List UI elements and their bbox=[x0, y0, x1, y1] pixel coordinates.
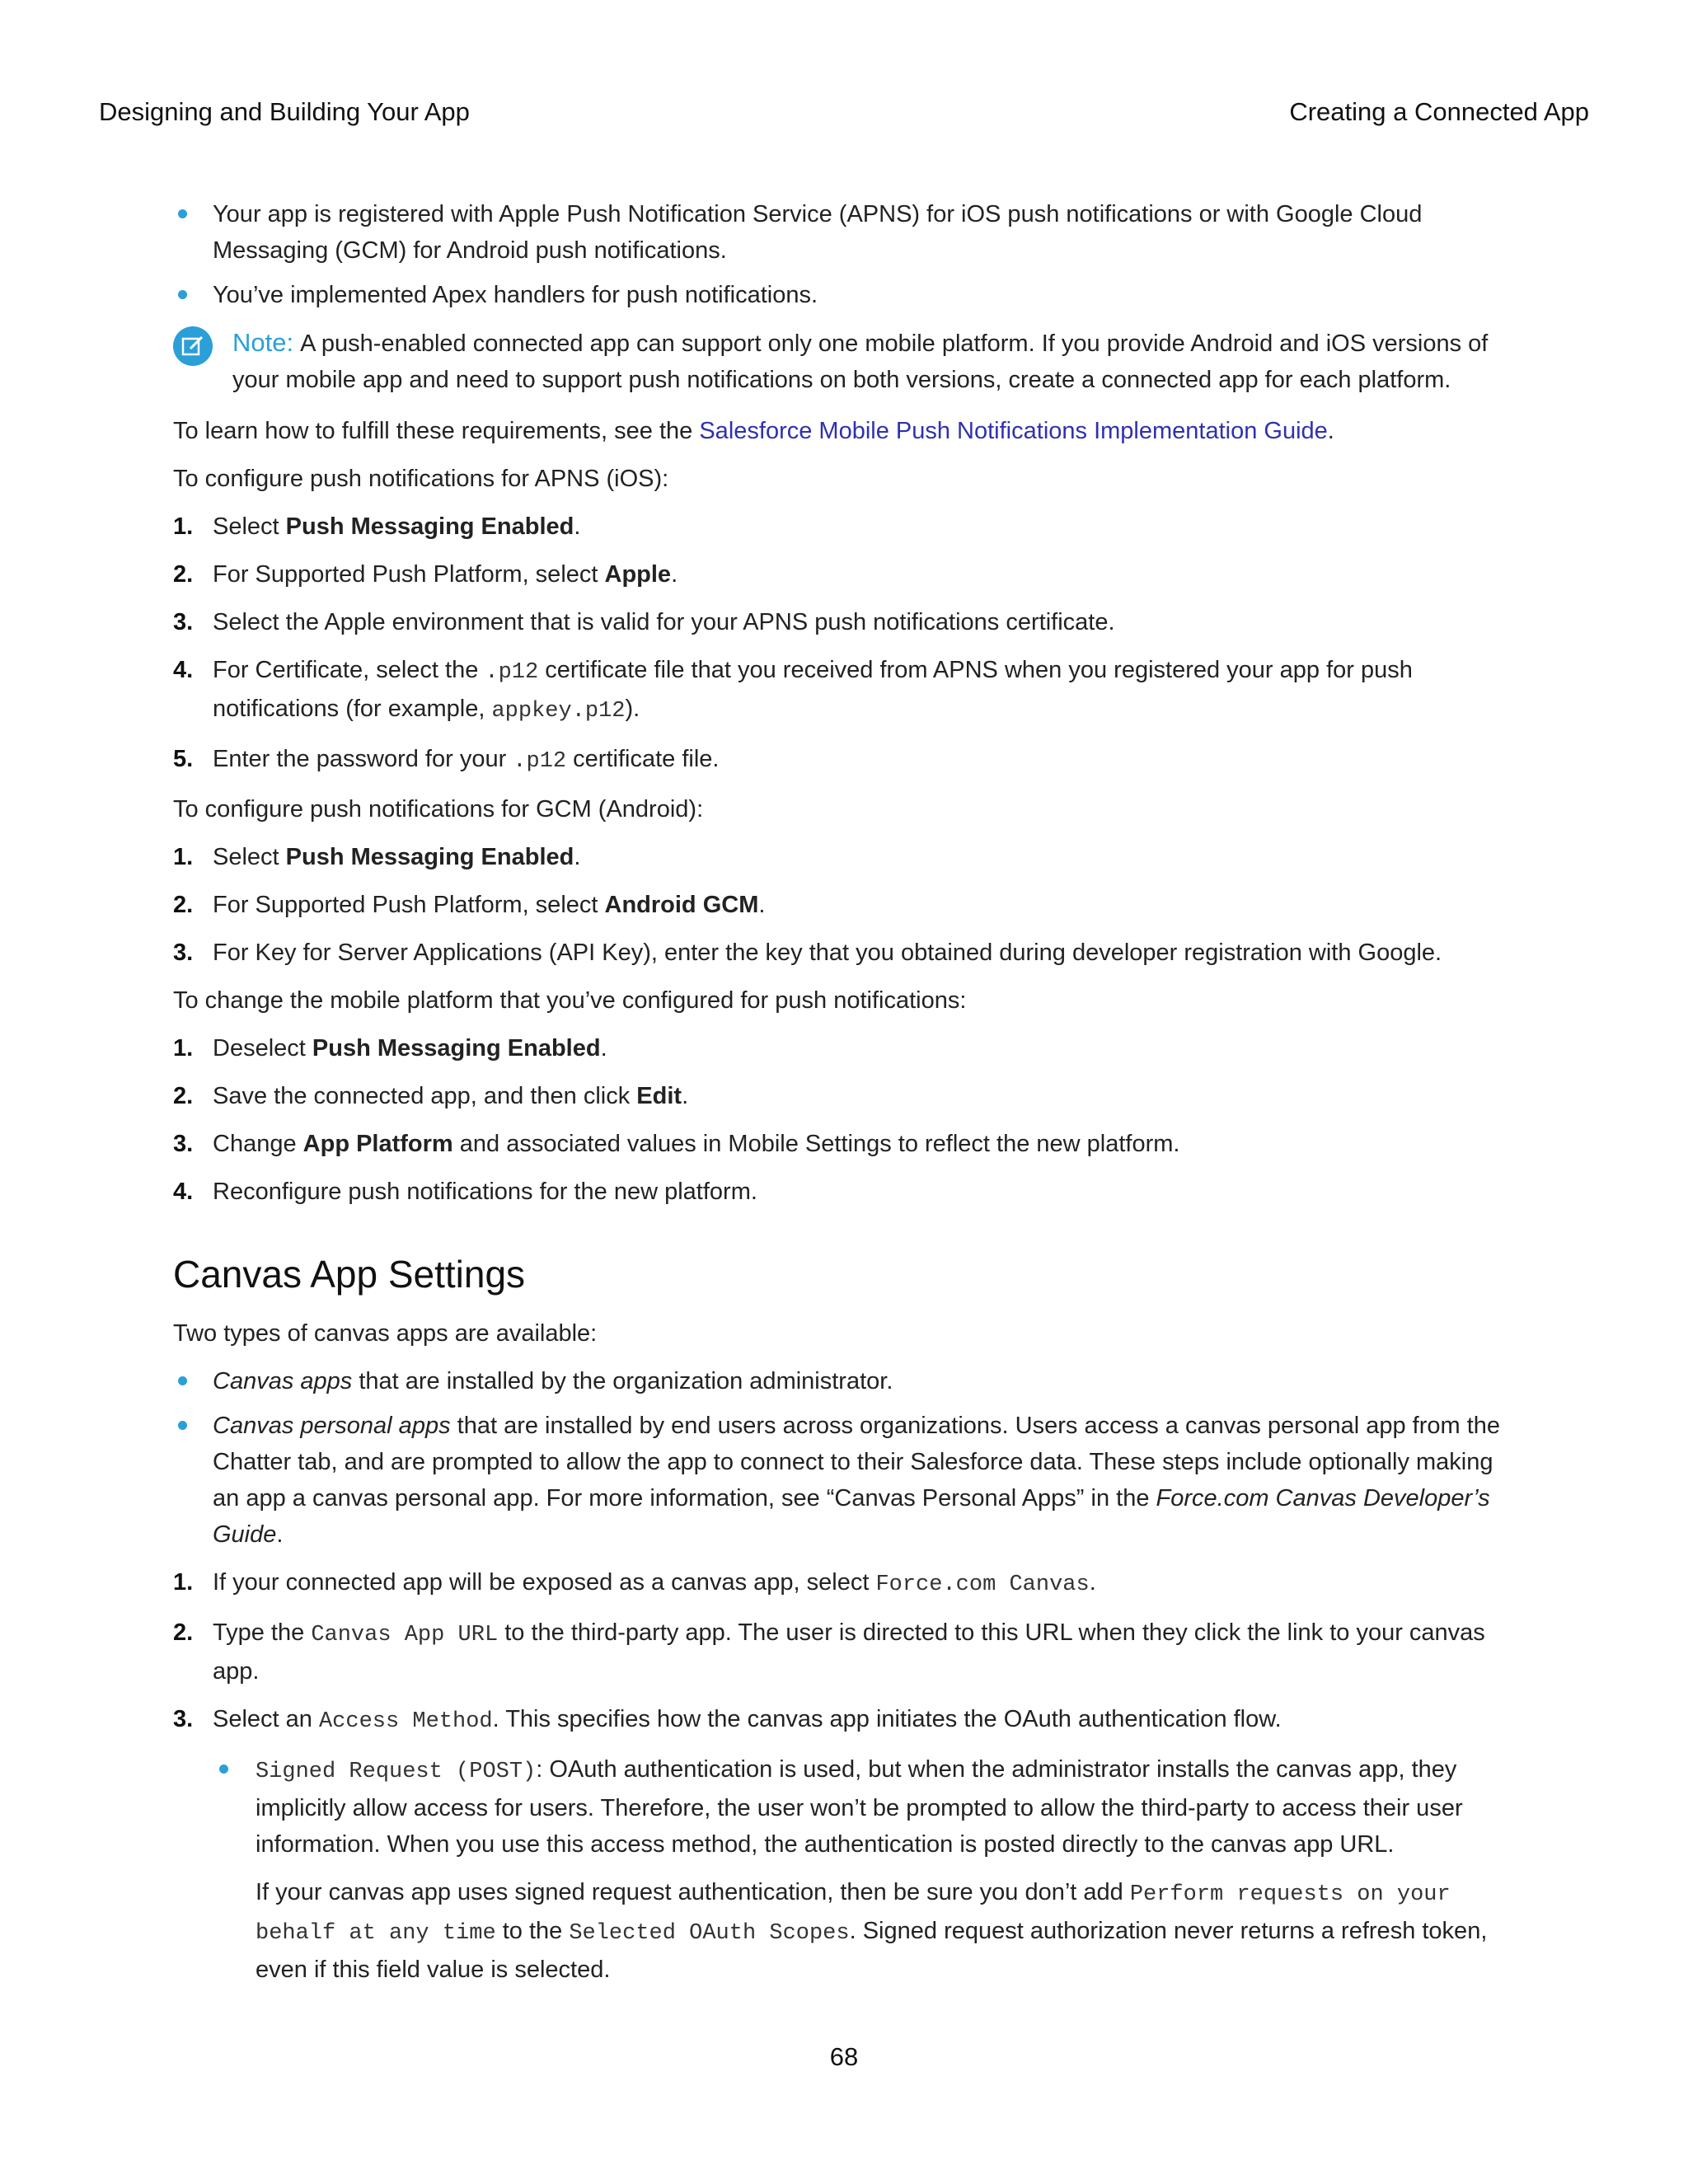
list-item: 4. For Certificate, select the .p12 certificate file that you received from APNS when you registered your app for push notifications (for example, appkey.p12). bbox=[173, 657, 1413, 724]
implementation-guide-link[interactable]: Salesforce Mobile Push Notifications Implementation Guide bbox=[699, 418, 1328, 444]
note-text: A push-enabled connected app can support only one mobile platform. If you provide Android and iOS versions of your mobile app and need to support push notifications on both versions, create a connected app for each platform. bbox=[232, 330, 1489, 393]
gcm-steps bbox=[173, 839, 1517, 971]
running-header-left: Designing and Building Your App bbox=[99, 97, 470, 126]
change-platform-intro: To change the mobile platform that you’ve configured for push notifications: bbox=[173, 987, 967, 1014]
canvas-intro: Two types of canvas apps are available: bbox=[173, 1320, 598, 1347]
bullet-icon bbox=[178, 1376, 187, 1385]
list-item: 3. For Key for Server Applications (API Key), enter the key that you obtained during developer registration with Google. bbox=[173, 940, 1442, 966]
list-item: 2. For Supported Push Platform, select Apple. bbox=[173, 561, 678, 588]
list-item: 5. Enter the password for your .p12 certificate file. bbox=[173, 746, 720, 774]
list-item: 3. Select the Apple environment that is valid for your APNS push notifications certificate. bbox=[173, 609, 1115, 635]
note-label: Note: bbox=[232, 328, 294, 357]
gcm-intro: To configure push notifications for GCM (Android): bbox=[173, 796, 704, 823]
bullet-icon bbox=[219, 1765, 228, 1774]
requirements-list bbox=[173, 196, 1517, 313]
list-item: 2. Type the Canvas App URL to the third-party app. The user is directed to this URL when they click the link to your canvas app. bbox=[173, 1619, 1485, 1685]
list-item: 1. Select Push Messaging Enabled. bbox=[173, 513, 581, 540]
bullet-icon bbox=[178, 1421, 187, 1430]
list-item: 3. Change App Platform and associated values in Mobile Settings to reflect the new platform. bbox=[173, 1131, 1180, 1157]
bullet-icon bbox=[178, 209, 187, 218]
list-item: Signed Request (POST): OAuth authentication is used, but when the administrator installs the canvas app, they implicitly allow access for users. Therefore, the user won’t be prompted to allow the third-party to access their user information. When you use this access method, the authentication is posted directly to the canvas app URL. bbox=[214, 1751, 1517, 1863]
list-item: Your app is registered with Apple Push Notification Service (APNS) for iOS push notifications or with Google Cloud Messaging (GCM) for Android push notifications. bbox=[173, 196, 1517, 269]
list-item: 2. Save the connected app, and then click Edit. bbox=[173, 1083, 689, 1109]
canvas-types-list bbox=[173, 1363, 1517, 1553]
signed-request-paragraph: If your canvas app uses signed request authentication, then be sure you don’t add Perform requests on your behalf at any time to the Selected OAuth Scopes. Signed request authorization never returns a refresh token, even if this field value is selected. bbox=[256, 1879, 1488, 1983]
bullet-icon bbox=[178, 290, 187, 299]
apns-intro: To configure push notifications for APNS (iOS): bbox=[173, 466, 669, 492]
list-item: 1. Select Push Messaging Enabled. bbox=[173, 844, 581, 870]
list-item: 1. Deselect Push Messaging Enabled. bbox=[173, 1035, 607, 1062]
list-item: Canvas apps that are installed by the organization administrator. bbox=[173, 1363, 1517, 1399]
section-heading: Canvas App Settings bbox=[173, 1253, 526, 1296]
note-edit-icon bbox=[173, 326, 213, 366]
learn-paragraph: To learn how to fulfill these requirements, see the Salesforce Mobile Push Notifications Implementation Guide. bbox=[173, 418, 1334, 444]
note-callout bbox=[173, 325, 1517, 398]
list-item: 2. For Supported Push Platform, select Android GCM. bbox=[173, 892, 766, 918]
list-item: 1. If your connected app will be exposed as a canvas app, select Force.com Canvas. bbox=[173, 1569, 1096, 1597]
page-number: 68 bbox=[829, 2042, 859, 2071]
apns-steps bbox=[173, 509, 1517, 780]
running-header-right: Creating a Connected App bbox=[1289, 97, 1589, 126]
list-item: Canvas personal apps that are installed by end users across organizations. Users access a canvas personal app from the Chatter tab, and are prompted to allow the app to connect to their Salesforce data. These steps include optionally making an app a canvas personal app. For more information, see “Canvas Personal Apps” in the Force.com Canvas Developer’s Guide. bbox=[173, 1408, 1517, 1553]
page-body bbox=[173, 196, 1517, 1999]
canvas-steps bbox=[173, 1564, 1517, 1740]
list-item: 4. Reconfigure push notifications for the new platform. bbox=[173, 1179, 757, 1205]
list-item: You’ve implemented Apex handlers for push notifications. bbox=[173, 277, 1517, 313]
access-method-sublist bbox=[214, 1751, 1517, 1988]
list-item: 3. Select an Access Method. This specifies how the canvas app initiates the OAuth authentication flow. bbox=[173, 1706, 1282, 1734]
change-platform-steps bbox=[173, 1030, 1517, 1210]
